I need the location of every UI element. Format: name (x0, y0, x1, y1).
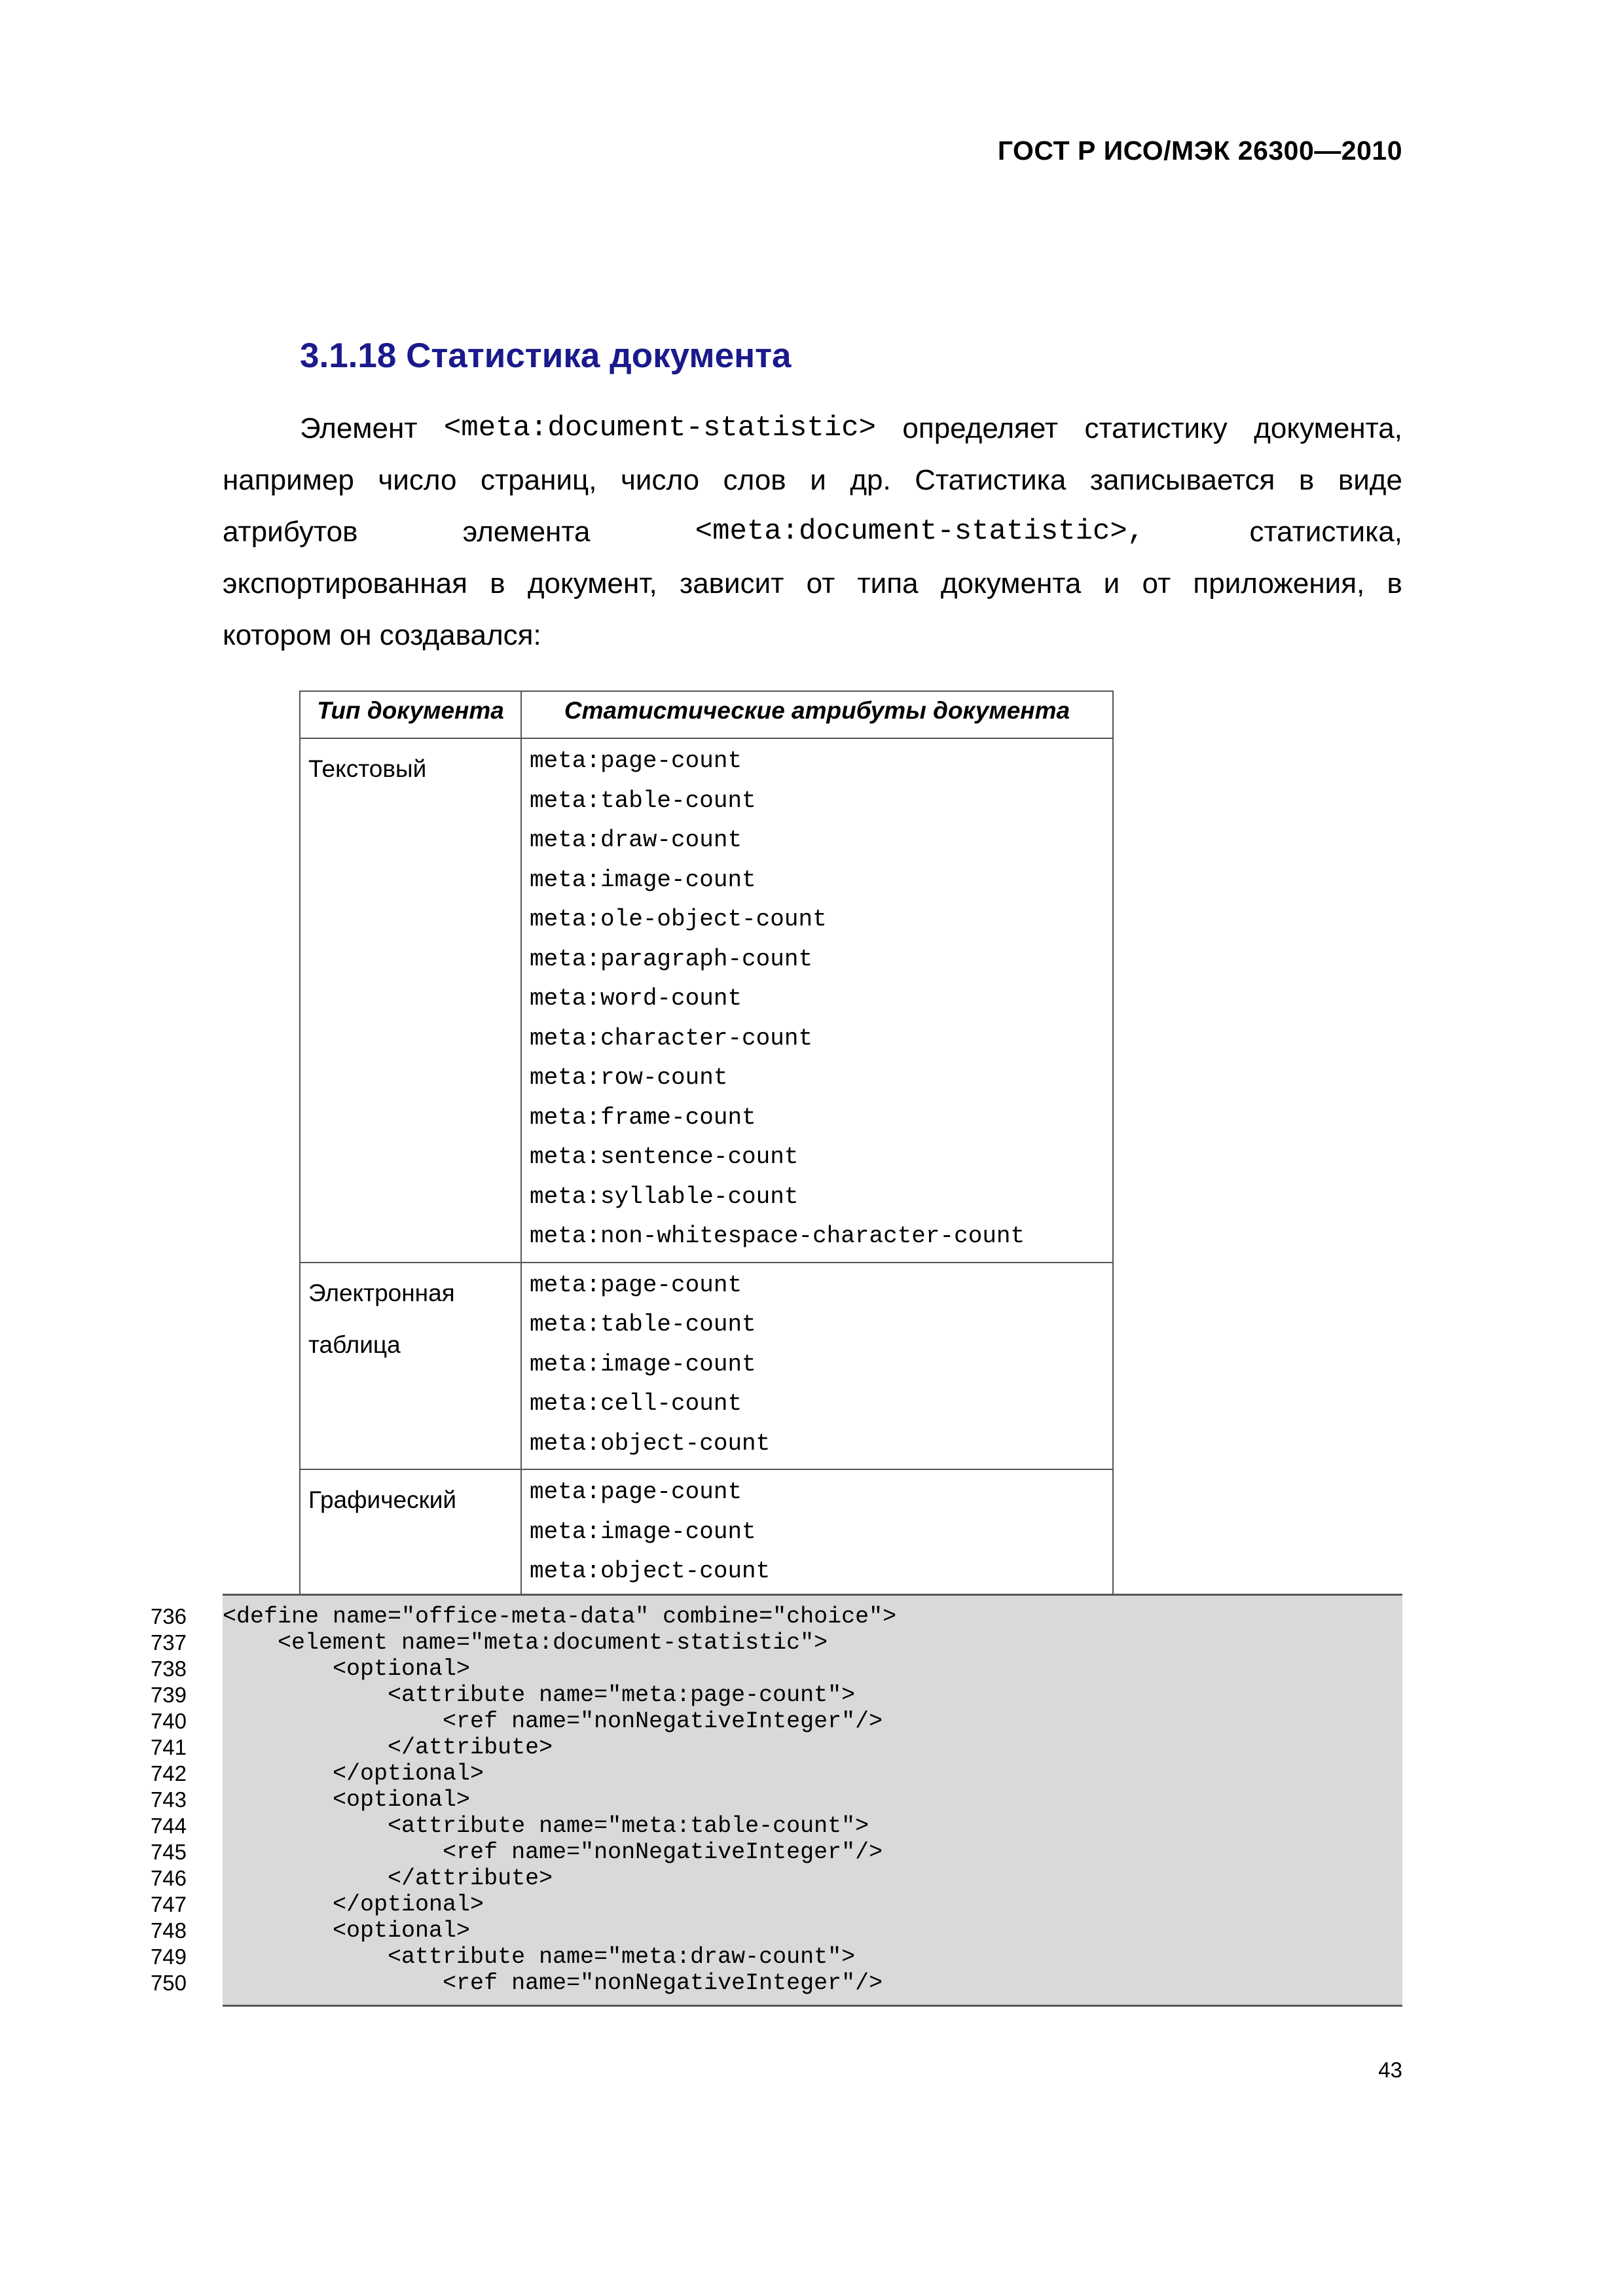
word: котором он создавался: (223, 619, 541, 651)
table-header-row (300, 691, 1113, 738)
attribute-name: meta:draw-count (530, 827, 742, 853)
paragraph-line (223, 558, 1402, 609)
table-row (300, 738, 1113, 1263)
word: определяет (902, 412, 1059, 444)
inline-code: <meta:document-statistic>, (695, 515, 1145, 548)
word: экспортированная (223, 567, 467, 600)
word: Элемент (300, 412, 418, 444)
attributes-cell (521, 738, 1113, 1263)
word: документа, (1254, 412, 1402, 444)
document-type-label: Текстовый (308, 755, 427, 782)
paragraph-line (300, 403, 1402, 454)
page-number: 43 (1378, 2058, 1402, 2082)
attribute-name: meta:syllable-count (530, 1183, 799, 1210)
section-title: 3.1.18 Статистика документа (300, 336, 792, 375)
paragraph-line (223, 609, 1402, 661)
word: типа (857, 567, 919, 600)
word: от (806, 567, 835, 600)
paragraph-line (223, 454, 1402, 506)
word: статистика, (1249, 516, 1402, 548)
column-header-attributes: Статистические атрибуты документа (521, 691, 1113, 738)
attribute-name: meta:cell-count (530, 1390, 742, 1417)
word: от (1142, 567, 1171, 600)
line-number: 738 (150, 1657, 187, 1681)
code-line: <element name="meta:document-statistic"> (223, 1630, 828, 1656)
line-number: 741 (150, 1735, 187, 1759)
inline-code: <meta:document-statistic> (443, 412, 876, 444)
word: и (810, 464, 826, 496)
table-row (300, 1469, 1113, 1598)
attribute-name: meta:page-count (530, 1479, 742, 1505)
document-type-cell (300, 1263, 521, 1470)
word: число (378, 464, 457, 496)
line-number: 742 (150, 1761, 187, 1785)
code-line: <attribute name="meta:draw-count"> (223, 1944, 856, 1970)
document-type-label: Электронная (308, 1279, 455, 1306)
line-number: 750 (150, 1971, 187, 1995)
word: в (1387, 567, 1402, 600)
line-number: 743 (150, 1787, 187, 1812)
attribute-name: meta:table-count (530, 787, 756, 814)
line-number: 747 (150, 1892, 187, 1916)
document-standard-header: ГОСТ Р ИСО/МЭК 26300—2010 (997, 135, 1402, 166)
word: др. (850, 464, 891, 496)
word: в (490, 567, 505, 600)
document-type-cell (300, 738, 521, 1263)
attribute-name: meta:frame-count (530, 1103, 756, 1131)
paragraph-line (223, 506, 1402, 558)
attribute-name: meta:ole-object-count (530, 906, 827, 933)
code-line: <optional> (223, 1918, 471, 1944)
attribute-name: meta:page-count (530, 747, 742, 774)
word: в (1298, 464, 1315, 496)
attribute-name: meta:table-count (530, 1311, 756, 1338)
document-type-label: таблица (308, 1331, 401, 1358)
attribute-name: meta:paragraph-count (530, 945, 813, 973)
word: число (620, 464, 700, 496)
code-line: <ref name="nonNegativeInteger"/> (223, 1839, 883, 1865)
line-number: 744 (150, 1814, 187, 1838)
word: документ, (527, 567, 657, 600)
attribute-name: meta:character-count (530, 1024, 813, 1052)
word: записывается (1089, 464, 1275, 496)
line-number: 749 (150, 1945, 187, 1969)
attribute-name: meta:word-count (530, 985, 742, 1012)
column-header-type: Тип документа (300, 691, 521, 738)
line-number: 737 (150, 1630, 187, 1655)
line-number: 746 (150, 1866, 187, 1890)
word: виде (1338, 464, 1402, 496)
document-type-label: Графический (308, 1486, 457, 1513)
word: документа (940, 567, 1082, 600)
line-number: 740 (150, 1709, 187, 1733)
statistics-table (299, 691, 1114, 1598)
attribute-name: meta:sentence-count (530, 1143, 799, 1170)
code-line: </attribute> (223, 1734, 553, 1761)
attribute-name: meta:non-whitespace-character-count (530, 1223, 1025, 1249)
code-line: <optional> (223, 1787, 471, 1813)
table-row (300, 1263, 1113, 1470)
word: атрибутов (223, 516, 358, 548)
attribute-name: meta:row-count (530, 1064, 728, 1091)
code-line: <define name="office-meta-data" combine="choice"> (223, 1604, 897, 1630)
attribute-name: meta:object-count (530, 1429, 771, 1457)
line-number: 748 (150, 1918, 187, 1943)
word: страниц, (481, 464, 597, 496)
code-line: <attribute name="meta:page-count"> (223, 1682, 856, 1708)
line-number: 739 (150, 1683, 187, 1707)
schema-code-block (223, 1594, 1402, 2007)
word: элемента (462, 516, 591, 548)
code-line: <optional> (223, 1656, 471, 1682)
word: зависит (680, 567, 784, 600)
word: например (223, 464, 354, 496)
attribute-name: meta:image-count (530, 1350, 756, 1378)
attribute-name: meta:image-count (530, 1518, 756, 1545)
attribute-name: meta:object-count (530, 1558, 771, 1585)
code-line: </optional> (223, 1892, 484, 1918)
code-line: <attribute name="meta:table-count"> (223, 1813, 869, 1839)
code-line: </optional> (223, 1761, 484, 1787)
attributes-cell (521, 1469, 1113, 1598)
document-type-cell (300, 1469, 521, 1598)
code-line: <ref name="nonNegativeInteger"/> (223, 1970, 883, 1996)
intro-paragraph (223, 403, 1402, 661)
code-line: <ref name="nonNegativeInteger"/> (223, 1708, 883, 1734)
line-number: 745 (150, 1840, 187, 1864)
line-number: 736 (150, 1604, 187, 1628)
word: и (1103, 567, 1120, 600)
word: приложения, (1193, 567, 1365, 600)
attribute-name: meta:image-count (530, 866, 756, 893)
attributes-cell (521, 1263, 1113, 1470)
attribute-name: meta:page-count (530, 1271, 742, 1299)
word: Статистика (915, 464, 1067, 496)
code-line: </attribute> (223, 1865, 553, 1892)
word: слов (723, 464, 786, 496)
word: статистику (1084, 412, 1228, 444)
